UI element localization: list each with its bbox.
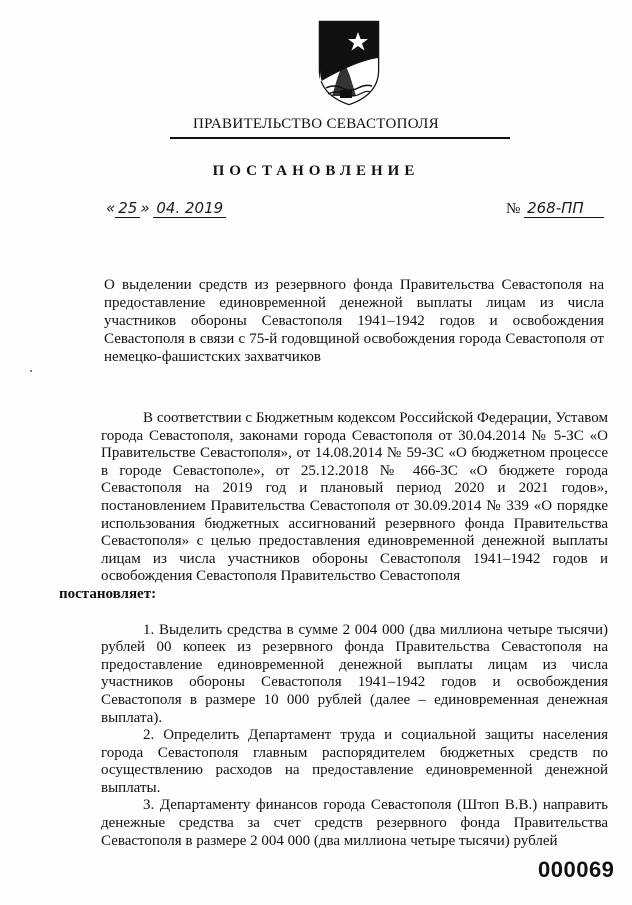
item-3-paragraph: 3. Департаменту финансов города Севастополя (Штоп В.В.) направить денежные средства за счет средств резервного фонда Правительства Севастополя в размере 2 004 000 (два миллиона четыре тысячи) рублей (101, 797, 608, 849)
date-day: 25 (115, 199, 140, 218)
scan-speck (30, 370, 32, 372)
date-quote-close: » (140, 199, 150, 217)
item-1-paragraph: 1. Выделить средства в сумме 2 004 000 (два миллиона четыре тысячи) рублей 00 копеек из резервного фонда Правительства Севастополя на предоставление единовременной денежной выплаты лицам из числа участников обороны Севастополя 1941–1942 годов и освобождения Севастополя в размере 10 000 рублей (далее – единовременная денежная выплата). (101, 621, 608, 726)
document-body (59, 410, 608, 850)
preamble-text: В соответствии с Бюджетным кодексом Российской Федерации, Уставом города Севастополя, законами города Севастополя от 30.04.2014 № 5-ЗС «О Правительстве Севастополя», от 14.08.2014 № 59-ЗС «О бюджетном процессе в городе Севастополе», от 25.12.2018 № 466-ЗС «О бюджете города Севастополя на 2019 год и плановый период 2020 и 2021 годов», постановлением Правительства Севастополя от 30.09.2014 № 339 «О порядке использования бюджетных ассигнований резервного фонда Правительства Севастополя» с целью предоставления единовременной денежной выплаты лицам из числа участников обороны Севастополя 1941–1942 годов и освобождения Севастополя Правительство Севастополя (101, 410, 608, 585)
number-sign: № (506, 201, 521, 217)
sevastopol-coat-of-arms-icon (314, 18, 384, 106)
date-month-year: 04. 2019 (153, 199, 226, 218)
item-2-paragraph: 2. Определить Департамент труда и социальной защиты населения города Севастополя главным распорядителем бюджетных средств по осуществлению расходов на предоставление единовременной денежной выплаты. (101, 727, 608, 796)
document-subject: О выделении средств из резервного фонда Правительства Севастополя на предоставление единовременной денежной выплаты лицам из числа участников обороны Севастополя 1941–1942 годов и освобождения Севастополя в связи с 75-й годовщиной освобождения города Севастополя от немецко-фашистских захватчиков (104, 277, 604, 365)
government-name: ПРАВИТЕЛЬСТВО СЕВАСТОПОЛЯ (193, 116, 439, 132)
document-number (506, 199, 604, 218)
number-value: 268-ПП (524, 199, 604, 218)
decree-word: постановляет: (59, 585, 157, 602)
document-date (106, 199, 226, 218)
preamble-paragraph (59, 410, 608, 604)
document-type-title: ПОСТАНОВЛЕНИЕ (212, 163, 420, 179)
header-rule (170, 137, 510, 139)
date-quote-open: « (106, 199, 116, 217)
page-stamp-number: 000069 (538, 857, 615, 882)
